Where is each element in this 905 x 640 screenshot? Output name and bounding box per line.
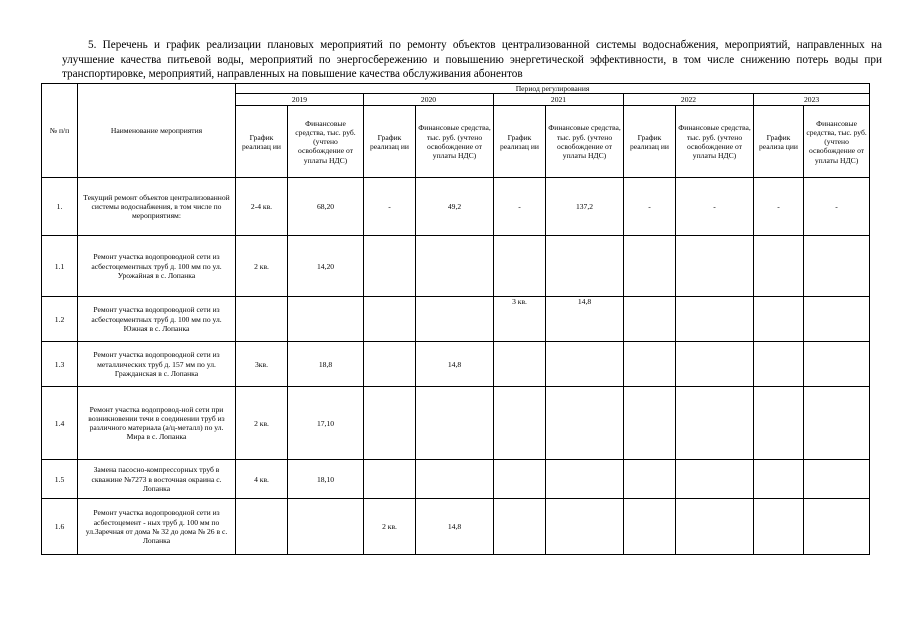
cell <box>288 499 364 555</box>
cell <box>754 236 804 297</box>
section-heading <box>62 38 882 82</box>
year-header: 2021 <box>494 94 624 106</box>
row-name: Ремонт участка водопроводной сети из металлических труб д. 157 мм по ул. Гражданская в с. Лопанка <box>78 342 236 387</box>
row-number: 1.5 <box>42 460 78 499</box>
period-header: Период регулирования <box>236 84 870 94</box>
schedule-header: График реализац ии <box>236 106 288 178</box>
row-number: 1.2 <box>42 297 78 342</box>
cell: 3кв. <box>236 342 288 387</box>
cell <box>624 297 676 342</box>
cell <box>416 236 494 297</box>
schedule-header: График реализац ии <box>494 106 546 178</box>
cell <box>676 236 754 297</box>
cell <box>364 342 416 387</box>
row-name: Ремонт участка водопровод-ной сети при возникновении течи в соединении труб из различного материала (а/ц-металл) по ул. Мира в с. Лопанка <box>78 387 236 460</box>
year-header: 2019 <box>236 94 364 106</box>
cell <box>364 387 416 460</box>
finance-header: Финансовые средства, тыс. руб. (учтено освобождение от уплаты НДС) <box>288 106 364 178</box>
cell <box>624 387 676 460</box>
row-number: 1.4 <box>42 387 78 460</box>
cell <box>364 297 416 342</box>
cell <box>624 342 676 387</box>
cell <box>804 297 870 342</box>
finance-header: Финансовые средства, тыс. руб. (учтено освобождение от уплаты НДС) <box>676 106 754 178</box>
cell <box>624 236 676 297</box>
cell <box>804 236 870 297</box>
table-row <box>42 342 870 387</box>
cell <box>546 387 624 460</box>
cell <box>546 499 624 555</box>
cell: - <box>754 178 804 236</box>
cell: - <box>494 178 546 236</box>
cell <box>676 499 754 555</box>
cell: 68,20 <box>288 178 364 236</box>
cell: 14,8 <box>546 297 624 342</box>
schedule-header: График реализац ии <box>624 106 676 178</box>
cell <box>546 460 624 499</box>
cell: 2 кв. <box>364 499 416 555</box>
row-name: Ремонт участка водопроводной сети из асбестоцементных труб д. 100 мм по ул. Южная в с. Лопанка <box>78 297 236 342</box>
cell: 4 кв. <box>236 460 288 499</box>
row-name: Ремонт участка водопроводной сети из асбестоцемент - ных труб д. 100 мм по ул.Заречная от дома № 32 до дома № 26 в с. Лопанка <box>78 499 236 555</box>
row-name: Текущий ремонт объектов централизованной системы водоснабжения, в том числе по мероприятиям: <box>78 178 236 236</box>
cell <box>676 387 754 460</box>
table-row <box>42 236 870 297</box>
schedule-header: График реализац ии <box>364 106 416 178</box>
row-number: 1. <box>42 178 78 236</box>
year-header: 2020 <box>364 94 494 106</box>
table-row <box>42 297 870 342</box>
cell: - <box>804 178 870 236</box>
cell <box>236 297 288 342</box>
cell: 17,10 <box>288 387 364 460</box>
measures-table <box>41 83 870 555</box>
cell <box>494 499 546 555</box>
cell <box>624 460 676 499</box>
cell <box>494 236 546 297</box>
cell <box>494 342 546 387</box>
cell: 137,2 <box>546 178 624 236</box>
row-number: 1.3 <box>42 342 78 387</box>
cell <box>624 499 676 555</box>
cell <box>546 342 624 387</box>
cell <box>416 387 494 460</box>
year-header: 2023 <box>754 94 870 106</box>
table-row <box>42 460 870 499</box>
cell <box>416 460 494 499</box>
cell: 2-4 кв. <box>236 178 288 236</box>
cell <box>754 342 804 387</box>
section-heading-text: 5. Перечень и график реализации плановых мероприятий по ремонту объектов централизованной системы водоснабжения, мероприятий, направленных на улучшение качества питьевой воды, мероприятий по энергосбережению и повышению энергетической эффективности, в том числе снижению потерь воды при транспортировке, мероприятий, направленных на повышение качества обслуживания абонентов <box>62 39 882 80</box>
cell <box>676 297 754 342</box>
cell <box>754 297 804 342</box>
cell <box>236 499 288 555</box>
cell <box>804 342 870 387</box>
row-number: 1.6 <box>42 499 78 555</box>
finance-header: Финансовые средства, тыс. руб. (учтено освобождение от уплаты НДС) <box>804 106 870 178</box>
cell: 2 кв. <box>236 387 288 460</box>
cell <box>804 499 870 555</box>
cell: - <box>364 178 416 236</box>
cell <box>804 387 870 460</box>
table-row <box>42 499 870 555</box>
cell: 3 кв. <box>494 297 546 342</box>
cell: 14,8 <box>416 342 494 387</box>
cell <box>676 342 754 387</box>
cell <box>754 387 804 460</box>
cell <box>676 460 754 499</box>
year-header: 2022 <box>624 94 754 106</box>
cell <box>804 460 870 499</box>
cell: 14,20 <box>288 236 364 297</box>
cell: 49,2 <box>416 178 494 236</box>
cell <box>494 460 546 499</box>
cell <box>546 236 624 297</box>
col-header-number: № п/п <box>42 84 78 178</box>
finance-header: Финансовые средства, тыс. руб. (учтено освобождение от уплаты НДС) <box>546 106 624 178</box>
cell: 18,8 <box>288 342 364 387</box>
finance-header: Финансовые средства, тыс. руб. (учтено освобождение от уплаты НДС) <box>416 106 494 178</box>
cell <box>364 460 416 499</box>
row-number: 1.1 <box>42 236 78 297</box>
cell <box>494 387 546 460</box>
row-name: Ремонт участка водопроводной сети из асбестоцементных труб д. 100 мм по ул. Урожайная в с. Лопанка <box>78 236 236 297</box>
row-name: Замена пасосно-компрессорных труб в скважине №7273 в восточная окраина с. Лопанка <box>78 460 236 499</box>
table-row <box>42 178 870 236</box>
schedule-header: График реализа ции <box>754 106 804 178</box>
table-row <box>42 387 870 460</box>
cell <box>754 460 804 499</box>
cell <box>364 236 416 297</box>
cell <box>754 499 804 555</box>
cell: 2 кв. <box>236 236 288 297</box>
col-header-name: Наименование мероприятия <box>78 84 236 178</box>
cell: - <box>624 178 676 236</box>
cell: 14,8 <box>416 499 494 555</box>
cell: - <box>676 178 754 236</box>
cell <box>416 297 494 342</box>
cell: 18,10 <box>288 460 364 499</box>
cell <box>288 297 364 342</box>
